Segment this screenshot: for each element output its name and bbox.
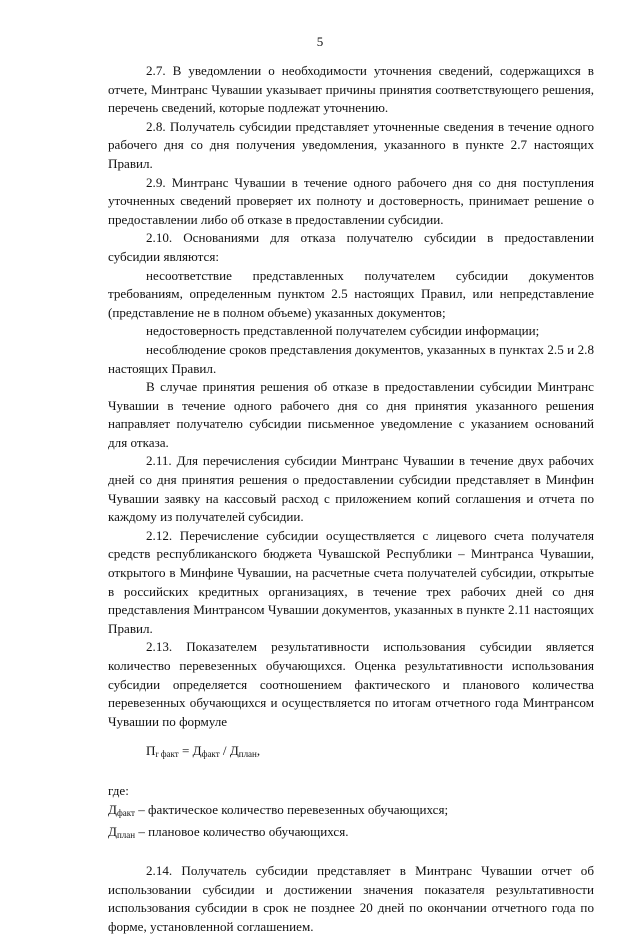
where-label: где: — [108, 783, 129, 799]
paragraph-2-13: 2.13. Показателем результативности использования субсидии является количество перевезенных обучающихся. Оценка результативности использования субсидии определяется соотношением фактического и планового количества перевезенных обучающихся и осуществляется по итогам отчетного года Минтрансом Чувашии по формуле — [108, 639, 594, 729]
formula-num-sub: факт — [201, 749, 220, 760]
formula-den-sub: план — [238, 749, 257, 760]
definition-fact-text: – фактическое количество перевезенных обучающихся; — [134, 801, 449, 817]
formula-tail: , — [256, 743, 261, 759]
paragraph-2-14: 2.14. Получатель субсидии представляет в Минтранс Чувашии отчет об использовании субсидии и достижении значения показателя результативности использования субсидии в срок не позднее 20 дней по окончании отчетного года по форме, установленной соглашением. — [108, 863, 594, 934]
paragraph-2-8: 2.8. Получатель субсидии представляет уточненные сведения в течение одного рабочего дня со дня получения уведомления, указанного в пункте 2.7 настоящих Правил. — [108, 118, 594, 171]
definition-plan-text: – плановое количество обучающихся. — [135, 823, 349, 839]
paragraph-2-11: 2.11. Для перечисления субсидии Минтранс Чувашии в течение двух рабочих дней со дня принятия решения о предоставлении субсидии представляет в Минфин Чувашии заявку на кассовый расход с приложением копий соглашения и отчета по каждому из получателей субсидии. — [108, 453, 594, 525]
definition-plan-symbol: Д — [108, 823, 117, 839]
formula-num-symbol: Д — [192, 743, 202, 759]
definition-fact — [108, 801, 594, 823]
formula-lhs-symbol: П — [146, 743, 156, 759]
definition-fact-symbol: Д — [108, 801, 117, 817]
section-gap — [108, 844, 594, 862]
definition-plan — [108, 823, 594, 845]
formula-den-symbol: Д — [229, 743, 239, 759]
paragraph-2-12: 2.12. Перечисление субсидии осуществляется с лицевого счета получателя средств республиканского бюджета Чувашской Республики – Минтранса Чувашии, открытого в Минфине Чувашии, на расчетные счета получателей субсидии, открытые в российских кредитных организациях, в течение трех рабочих дней со дня представления Минтрансом Чувашии документов, указанных в пункте 2.11 настоящих Правил. — [108, 527, 594, 636]
formula-lhs-sub: r факт — [155, 749, 179, 760]
paragraph-2-7: 2.7. В уведомлении о необходимости уточнения сведений, содержащихся в отчете, Минтранс Чувашии указывает причины принятия соответствующего решения, перечень сведений, которые подлежат уточнению. — [108, 63, 594, 116]
refusal-notice-paragraph: В случае принятия решения об отказе в предоставлении субсидии Минтранс Чувашии в течение одного рабочего дня со дня принятия указанного решения направляет получателю субсидии письменное уведомление с указанием оснований для отказа. — [108, 379, 594, 450]
document-body — [108, 62, 594, 937]
refusal-ground-1: несоответствие представленных получателем субсидии документов требованиям, определенным пунктом 2.5 настоящих Правил, или непредставление (представление не в полном объеме) указанных документов; — [108, 267, 594, 320]
paragraph-2-9: 2.9. Минтранс Чувашии в течение одного рабочего дня со дня поступления уточненных сведений проверяет их полноту и достоверность, принимает решение о предоставлении либо об отказе в предоставлении субсидии. — [108, 174, 594, 227]
effectiveness-formula — [146, 742, 594, 782]
definition-plan-sub: план — [116, 829, 136, 840]
formula-equals: = — [178, 743, 193, 759]
page-number: 5 — [316, 34, 324, 49]
refusal-ground-3: несоблюдение сроков представления документов, указанных в пунктах 2.5 и 2.8 настоящих Правил. — [108, 341, 594, 376]
refusal-ground-2: недостоверность представленной получателем субсидии информации; — [146, 323, 540, 339]
formula-slash: / — [219, 743, 230, 759]
paragraph-2-10: 2.10. Основаниями для отказа получателю субсидии в предоставлении субсидии являются: — [108, 230, 594, 264]
definition-fact-sub: факт — [116, 807, 135, 818]
